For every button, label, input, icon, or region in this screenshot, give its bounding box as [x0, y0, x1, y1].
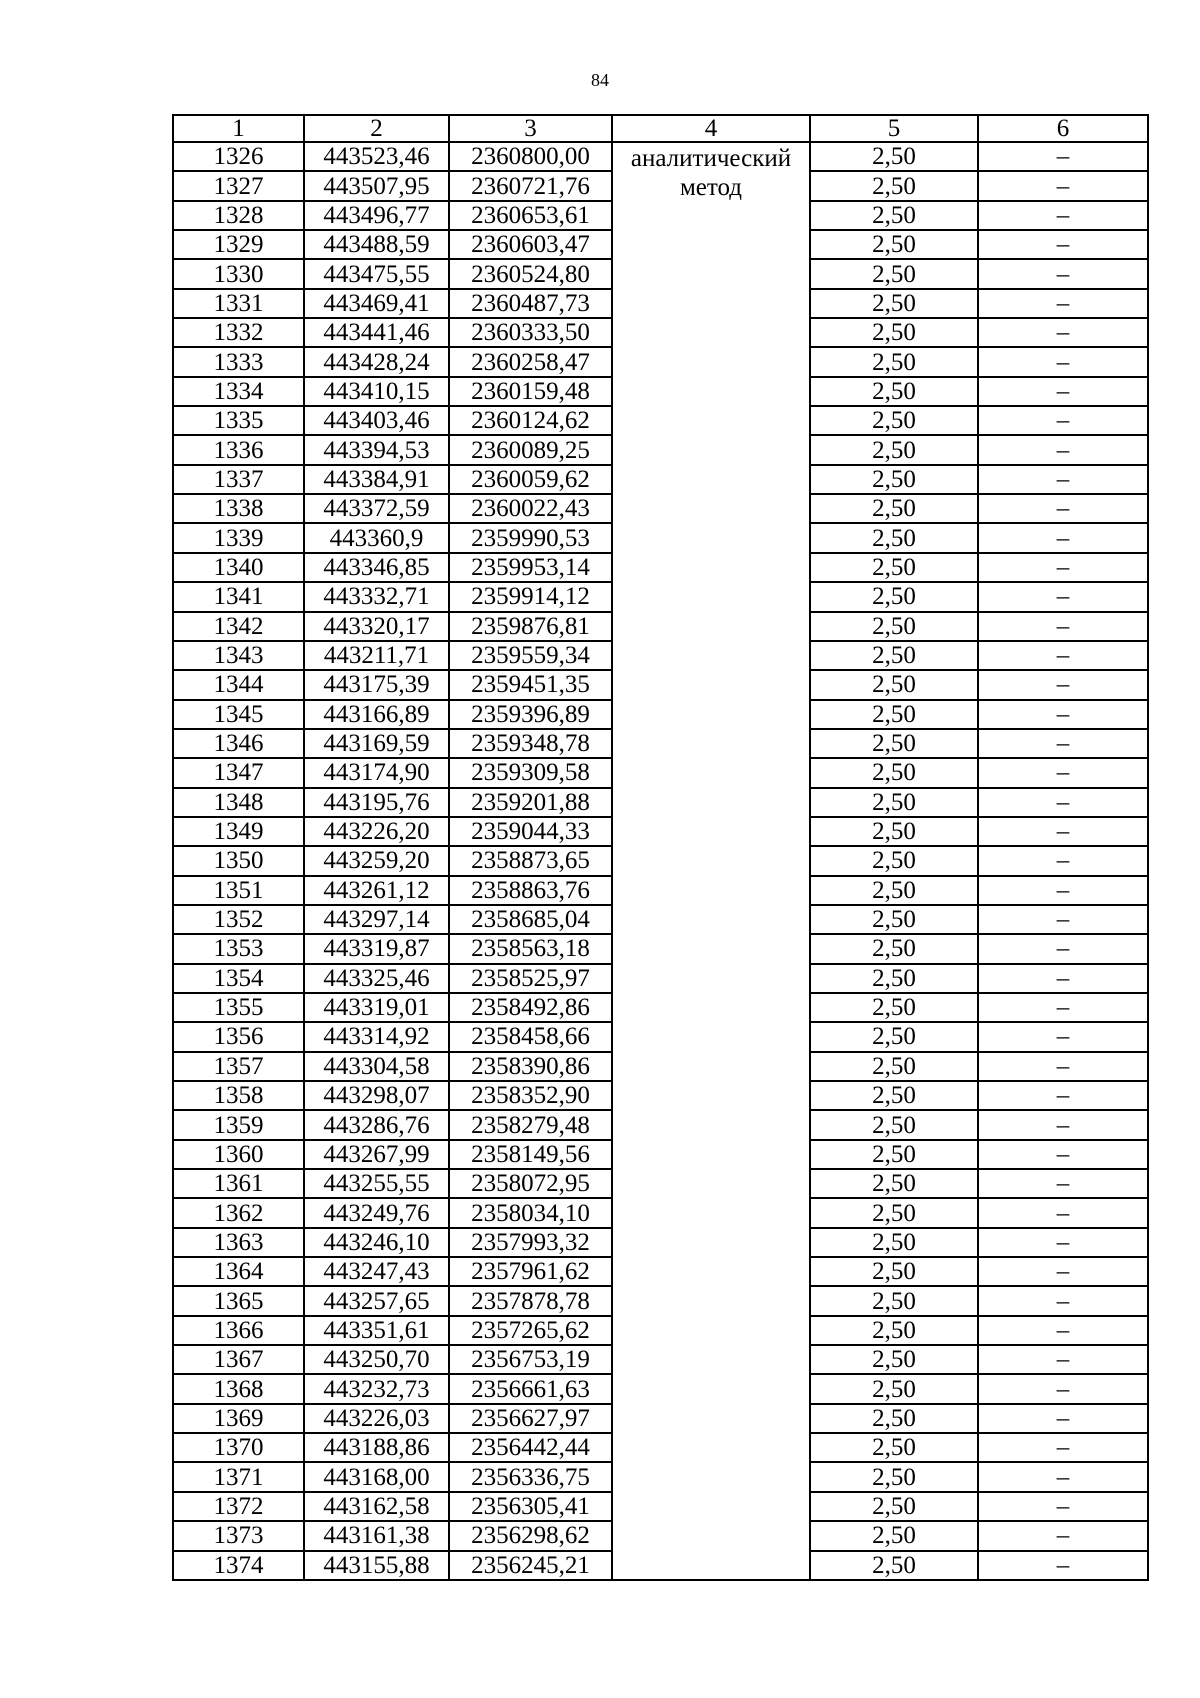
- y-coordinate-cell: 2360059,62: [449, 465, 612, 494]
- accuracy-cell: 2,50: [810, 905, 978, 934]
- note-cell: –: [978, 1462, 1148, 1491]
- x-coordinate-cell: 443162,58: [304, 1492, 449, 1521]
- coordinates-table: [172, 114, 1149, 1581]
- note-cell: –: [978, 377, 1148, 406]
- y-coordinate-cell: 2358149,56: [449, 1140, 612, 1169]
- note-cell: –: [978, 230, 1148, 259]
- x-coordinate-cell: 443523,46: [304, 142, 449, 171]
- accuracy-cell: 2,50: [810, 1551, 978, 1580]
- note-cell: –: [978, 435, 1148, 464]
- accuracy-cell: 2,50: [810, 670, 978, 699]
- x-coordinate-cell: 443175,39: [304, 670, 449, 699]
- note-cell: –: [978, 259, 1148, 288]
- y-coordinate-cell: 2360800,00: [449, 142, 612, 171]
- note-cell: –: [978, 406, 1148, 435]
- point-number-cell: 1340: [173, 553, 304, 582]
- accuracy-cell: 2,50: [810, 641, 978, 670]
- note-cell: –: [978, 523, 1148, 552]
- note-cell: –: [978, 289, 1148, 318]
- x-coordinate-cell: 443441,46: [304, 318, 449, 347]
- point-number-cell: 1337: [173, 465, 304, 494]
- accuracy-cell: 2,50: [810, 1404, 978, 1433]
- table-body: [173, 142, 1148, 1580]
- point-number-cell: 1360: [173, 1140, 304, 1169]
- x-coordinate-cell: 443332,71: [304, 582, 449, 611]
- note-cell: –: [978, 729, 1148, 758]
- point-number-cell: 1372: [173, 1492, 304, 1521]
- y-coordinate-cell: 2360721,76: [449, 171, 612, 200]
- point-number-cell: 1369: [173, 1404, 304, 1433]
- accuracy-cell: 2,50: [810, 1140, 978, 1169]
- y-coordinate-cell: 2356245,21: [449, 1551, 612, 1580]
- x-coordinate-cell: 443496,77: [304, 201, 449, 230]
- note-cell: –: [978, 1316, 1148, 1345]
- y-coordinate-cell: 2356661,63: [449, 1374, 612, 1403]
- point-number-cell: 1342: [173, 612, 304, 641]
- x-coordinate-cell: 443155,88: [304, 1551, 449, 1580]
- x-coordinate-cell: 443384,91: [304, 465, 449, 494]
- point-number-cell: 1357: [173, 1052, 304, 1081]
- y-coordinate-cell: 2356298,62: [449, 1521, 612, 1550]
- accuracy-cell: 2,50: [810, 612, 978, 641]
- header-col-2: 2: [304, 115, 449, 142]
- note-cell: –: [978, 1433, 1148, 1462]
- point-number-cell: 1328: [173, 201, 304, 230]
- note-cell: –: [978, 993, 1148, 1022]
- x-coordinate-cell: 443247,43: [304, 1257, 449, 1286]
- y-coordinate-cell: 2357878,78: [449, 1286, 612, 1315]
- accuracy-cell: 2,50: [810, 1022, 978, 1051]
- accuracy-cell: 2,50: [810, 406, 978, 435]
- note-cell: –: [978, 1052, 1148, 1081]
- x-coordinate-cell: 443246,10: [304, 1228, 449, 1257]
- y-coordinate-cell: 2359451,35: [449, 670, 612, 699]
- accuracy-cell: 2,50: [810, 494, 978, 523]
- point-number-cell: 1354: [173, 964, 304, 993]
- x-coordinate-cell: 443226,03: [304, 1404, 449, 1433]
- x-coordinate-cell: 443249,76: [304, 1198, 449, 1227]
- y-coordinate-cell: 2358072,95: [449, 1169, 612, 1198]
- point-number-cell: 1347: [173, 758, 304, 787]
- note-cell: –: [978, 1022, 1148, 1051]
- y-coordinate-cell: 2358873,65: [449, 846, 612, 875]
- note-cell: –: [978, 347, 1148, 376]
- accuracy-cell: 2,50: [810, 230, 978, 259]
- accuracy-cell: 2,50: [810, 201, 978, 230]
- note-cell: –: [978, 964, 1148, 993]
- y-coordinate-cell: 2358279,48: [449, 1110, 612, 1139]
- x-coordinate-cell: 443394,53: [304, 435, 449, 464]
- y-coordinate-cell: 2360258,47: [449, 347, 612, 376]
- accuracy-cell: 2,50: [810, 1345, 978, 1374]
- accuracy-cell: 2,50: [810, 1286, 978, 1315]
- accuracy-cell: 2,50: [810, 1521, 978, 1550]
- y-coordinate-cell: 2359914,12: [449, 582, 612, 611]
- x-coordinate-cell: 443195,76: [304, 788, 449, 817]
- x-coordinate-cell: 443346,85: [304, 553, 449, 582]
- note-cell: –: [978, 1404, 1148, 1433]
- x-coordinate-cell: 443410,15: [304, 377, 449, 406]
- x-coordinate-cell: 443475,55: [304, 259, 449, 288]
- note-cell: –: [978, 905, 1148, 934]
- point-number-cell: 1329: [173, 230, 304, 259]
- x-coordinate-cell: 443507,95: [304, 171, 449, 200]
- x-coordinate-cell: 443267,99: [304, 1140, 449, 1169]
- accuracy-cell: 2,50: [810, 729, 978, 758]
- x-coordinate-cell: 443286,76: [304, 1110, 449, 1139]
- y-coordinate-cell: 2358034,10: [449, 1198, 612, 1227]
- x-coordinate-cell: 443304,58: [304, 1052, 449, 1081]
- y-coordinate-cell: 2356336,75: [449, 1462, 612, 1491]
- x-coordinate-cell: 443250,70: [304, 1345, 449, 1374]
- x-coordinate-cell: 443257,65: [304, 1286, 449, 1315]
- x-coordinate-cell: 443166,89: [304, 700, 449, 729]
- accuracy-cell: 2,50: [810, 1169, 978, 1198]
- y-coordinate-cell: 2360089,25: [449, 435, 612, 464]
- note-cell: –: [978, 553, 1148, 582]
- y-coordinate-cell: 2356627,97: [449, 1404, 612, 1433]
- point-number-cell: 1355: [173, 993, 304, 1022]
- accuracy-cell: 2,50: [810, 1462, 978, 1491]
- note-cell: –: [978, 465, 1148, 494]
- accuracy-cell: 2,50: [810, 1198, 978, 1227]
- point-number-cell: 1343: [173, 641, 304, 670]
- note-cell: –: [978, 1374, 1148, 1403]
- y-coordinate-cell: 2360524,80: [449, 259, 612, 288]
- note-cell: –: [978, 1257, 1148, 1286]
- point-number-cell: 1327: [173, 171, 304, 200]
- x-coordinate-cell: 443161,38: [304, 1521, 449, 1550]
- page-number: 84: [591, 70, 609, 90]
- note-cell: –: [978, 171, 1148, 200]
- x-coordinate-cell: 443319,01: [304, 993, 449, 1022]
- note-cell: –: [978, 934, 1148, 963]
- y-coordinate-cell: 2360653,61: [449, 201, 612, 230]
- point-number-cell: 1339: [173, 523, 304, 552]
- y-coordinate-cell: 2360603,47: [449, 230, 612, 259]
- accuracy-cell: 2,50: [810, 1316, 978, 1345]
- y-coordinate-cell: 2360487,73: [449, 289, 612, 318]
- x-coordinate-cell: 443314,92: [304, 1022, 449, 1051]
- accuracy-cell: 2,50: [810, 846, 978, 875]
- header-col-3: 3: [449, 115, 612, 142]
- note-cell: –: [978, 876, 1148, 905]
- y-coordinate-cell: 2356442,44: [449, 1433, 612, 1462]
- note-cell: –: [978, 758, 1148, 787]
- y-coordinate-cell: 2358390,86: [449, 1052, 612, 1081]
- x-coordinate-cell: 443261,12: [304, 876, 449, 905]
- y-coordinate-cell: 2359201,88: [449, 788, 612, 817]
- point-number-cell: 1338: [173, 494, 304, 523]
- y-coordinate-cell: 2359309,58: [449, 758, 612, 787]
- y-coordinate-cell: 2358458,66: [449, 1022, 612, 1051]
- x-coordinate-cell: 443428,24: [304, 347, 449, 376]
- y-coordinate-cell: 2359044,33: [449, 817, 612, 846]
- x-coordinate-cell: 443174,90: [304, 758, 449, 787]
- x-coordinate-cell: 443403,46: [304, 406, 449, 435]
- x-coordinate-cell: 443325,46: [304, 964, 449, 993]
- x-coordinate-cell: 443211,71: [304, 641, 449, 670]
- accuracy-cell: 2,50: [810, 758, 978, 787]
- note-cell: –: [978, 1169, 1148, 1198]
- point-number-cell: 1363: [173, 1228, 304, 1257]
- point-number-cell: 1336: [173, 435, 304, 464]
- point-number-cell: 1374: [173, 1551, 304, 1580]
- note-cell: –: [978, 318, 1148, 347]
- note-cell: –: [978, 1110, 1148, 1139]
- accuracy-cell: 2,50: [810, 1110, 978, 1139]
- y-coordinate-cell: 2358685,04: [449, 905, 612, 934]
- point-number-cell: 1349: [173, 817, 304, 846]
- y-coordinate-cell: 2357265,62: [449, 1316, 612, 1345]
- point-number-cell: 1346: [173, 729, 304, 758]
- header-col-5: 5: [810, 115, 978, 142]
- point-number-cell: 1348: [173, 788, 304, 817]
- accuracy-cell: 2,50: [810, 817, 978, 846]
- accuracy-cell: 2,50: [810, 1081, 978, 1110]
- point-number-cell: 1364: [173, 1257, 304, 1286]
- x-coordinate-cell: 443469,41: [304, 289, 449, 318]
- accuracy-cell: 2,50: [810, 876, 978, 905]
- y-coordinate-cell: 2356753,19: [449, 1345, 612, 1374]
- accuracy-cell: 2,50: [810, 1433, 978, 1462]
- table-header: [173, 115, 1148, 142]
- point-number-cell: 1371: [173, 1462, 304, 1491]
- point-number-cell: 1341: [173, 582, 304, 611]
- accuracy-cell: 2,50: [810, 377, 978, 406]
- x-coordinate-cell: 443259,20: [304, 846, 449, 875]
- note-cell: –: [978, 1286, 1148, 1315]
- accuracy-cell: 2,50: [810, 171, 978, 200]
- point-number-cell: 1356: [173, 1022, 304, 1051]
- y-coordinate-cell: 2360333,50: [449, 318, 612, 347]
- accuracy-cell: 2,50: [810, 934, 978, 963]
- note-cell: –: [978, 582, 1148, 611]
- point-number-cell: 1335: [173, 406, 304, 435]
- note-cell: –: [978, 1345, 1148, 1374]
- accuracy-cell: 2,50: [810, 1257, 978, 1286]
- note-cell: –: [978, 1081, 1148, 1110]
- accuracy-cell: 2,50: [810, 142, 978, 171]
- note-cell: –: [978, 1492, 1148, 1521]
- x-coordinate-cell: 443320,17: [304, 612, 449, 641]
- point-number-cell: 1366: [173, 1316, 304, 1345]
- y-coordinate-cell: 2357993,32: [449, 1228, 612, 1257]
- note-cell: –: [978, 494, 1148, 523]
- accuracy-cell: 2,50: [810, 788, 978, 817]
- note-cell: –: [978, 641, 1148, 670]
- note-cell: –: [978, 1140, 1148, 1169]
- y-coordinate-cell: 2359953,14: [449, 553, 612, 582]
- x-coordinate-cell: 443232,73: [304, 1374, 449, 1403]
- accuracy-cell: 2,50: [810, 259, 978, 288]
- note-cell: –: [978, 1228, 1148, 1257]
- note-cell: –: [978, 846, 1148, 875]
- y-coordinate-cell: 2358352,90: [449, 1081, 612, 1110]
- note-cell: –: [978, 670, 1148, 699]
- point-number-cell: 1352: [173, 905, 304, 934]
- accuracy-cell: 2,50: [810, 1052, 978, 1081]
- accuracy-cell: 2,50: [810, 465, 978, 494]
- x-coordinate-cell: 443319,87: [304, 934, 449, 963]
- point-number-cell: 1358: [173, 1081, 304, 1110]
- x-coordinate-cell: 443188,86: [304, 1433, 449, 1462]
- accuracy-cell: 2,50: [810, 1492, 978, 1521]
- point-number-cell: 1333: [173, 347, 304, 376]
- point-number-cell: 1361: [173, 1169, 304, 1198]
- x-coordinate-cell: 443226,20: [304, 817, 449, 846]
- header-col-6: 6: [978, 115, 1148, 142]
- y-coordinate-cell: 2360022,43: [449, 494, 612, 523]
- x-coordinate-cell: 443255,55: [304, 1169, 449, 1198]
- point-number-cell: 1362: [173, 1198, 304, 1227]
- accuracy-cell: 2,50: [810, 964, 978, 993]
- table-row: [173, 142, 1148, 171]
- note-cell: –: [978, 700, 1148, 729]
- y-coordinate-cell: 2356305,41: [449, 1492, 612, 1521]
- x-coordinate-cell: 443488,59: [304, 230, 449, 259]
- note-cell: –: [978, 1521, 1148, 1550]
- point-number-cell: 1350: [173, 846, 304, 875]
- accuracy-cell: 2,50: [810, 993, 978, 1022]
- point-number-cell: 1344: [173, 670, 304, 699]
- note-cell: –: [978, 788, 1148, 817]
- accuracy-cell: 2,50: [810, 1228, 978, 1257]
- point-number-cell: 1326: [173, 142, 304, 171]
- x-coordinate-cell: 443168,00: [304, 1462, 449, 1491]
- x-coordinate-cell: 443360,9: [304, 523, 449, 552]
- header-row: [173, 115, 1148, 142]
- y-coordinate-cell: 2359990,53: [449, 523, 612, 552]
- x-coordinate-cell: 443298,07: [304, 1081, 449, 1110]
- note-cell: –: [978, 1198, 1148, 1227]
- point-number-cell: 1359: [173, 1110, 304, 1139]
- x-coordinate-cell: 443297,14: [304, 905, 449, 934]
- point-number-cell: 1365: [173, 1286, 304, 1315]
- y-coordinate-cell: 2359396,89: [449, 700, 612, 729]
- point-number-cell: 1334: [173, 377, 304, 406]
- point-number-cell: 1331: [173, 289, 304, 318]
- note-cell: –: [978, 201, 1148, 230]
- x-coordinate-cell: 443351,61: [304, 1316, 449, 1345]
- header-col-4: 4: [612, 115, 810, 142]
- accuracy-cell: 2,50: [810, 318, 978, 347]
- y-coordinate-cell: 2360159,48: [449, 377, 612, 406]
- y-coordinate-cell: 2358492,86: [449, 993, 612, 1022]
- y-coordinate-cell: 2359348,78: [449, 729, 612, 758]
- note-cell: –: [978, 612, 1148, 641]
- accuracy-cell: 2,50: [810, 1374, 978, 1403]
- x-coordinate-cell: 443372,59: [304, 494, 449, 523]
- note-cell: –: [978, 1551, 1148, 1580]
- y-coordinate-cell: 2359559,34: [449, 641, 612, 670]
- accuracy-cell: 2,50: [810, 523, 978, 552]
- y-coordinate-cell: 2357961,62: [449, 1257, 612, 1286]
- accuracy-cell: 2,50: [810, 289, 978, 318]
- note-cell: –: [978, 142, 1148, 171]
- x-coordinate-cell: 443169,59: [304, 729, 449, 758]
- accuracy-cell: 2,50: [810, 582, 978, 611]
- point-number-cell: 1345: [173, 700, 304, 729]
- point-number-cell: 1367: [173, 1345, 304, 1374]
- point-number-cell: 1351: [173, 876, 304, 905]
- header-col-1: 1: [173, 115, 304, 142]
- point-number-cell: 1330: [173, 259, 304, 288]
- y-coordinate-cell: 2360124,62: [449, 406, 612, 435]
- y-coordinate-cell: 2358863,76: [449, 876, 612, 905]
- point-number-cell: 1373: [173, 1521, 304, 1550]
- accuracy-cell: 2,50: [810, 553, 978, 582]
- y-coordinate-cell: 2358563,18: [449, 934, 612, 963]
- method-cell: аналитический метод: [612, 142, 810, 1580]
- y-coordinate-cell: 2358525,97: [449, 964, 612, 993]
- point-number-cell: 1353: [173, 934, 304, 963]
- accuracy-cell: 2,50: [810, 700, 978, 729]
- note-cell: –: [978, 817, 1148, 846]
- point-number-cell: 1332: [173, 318, 304, 347]
- accuracy-cell: 2,50: [810, 435, 978, 464]
- y-coordinate-cell: 2359876,81: [449, 612, 612, 641]
- point-number-cell: 1370: [173, 1433, 304, 1462]
- point-number-cell: 1368: [173, 1374, 304, 1403]
- accuracy-cell: 2,50: [810, 347, 978, 376]
